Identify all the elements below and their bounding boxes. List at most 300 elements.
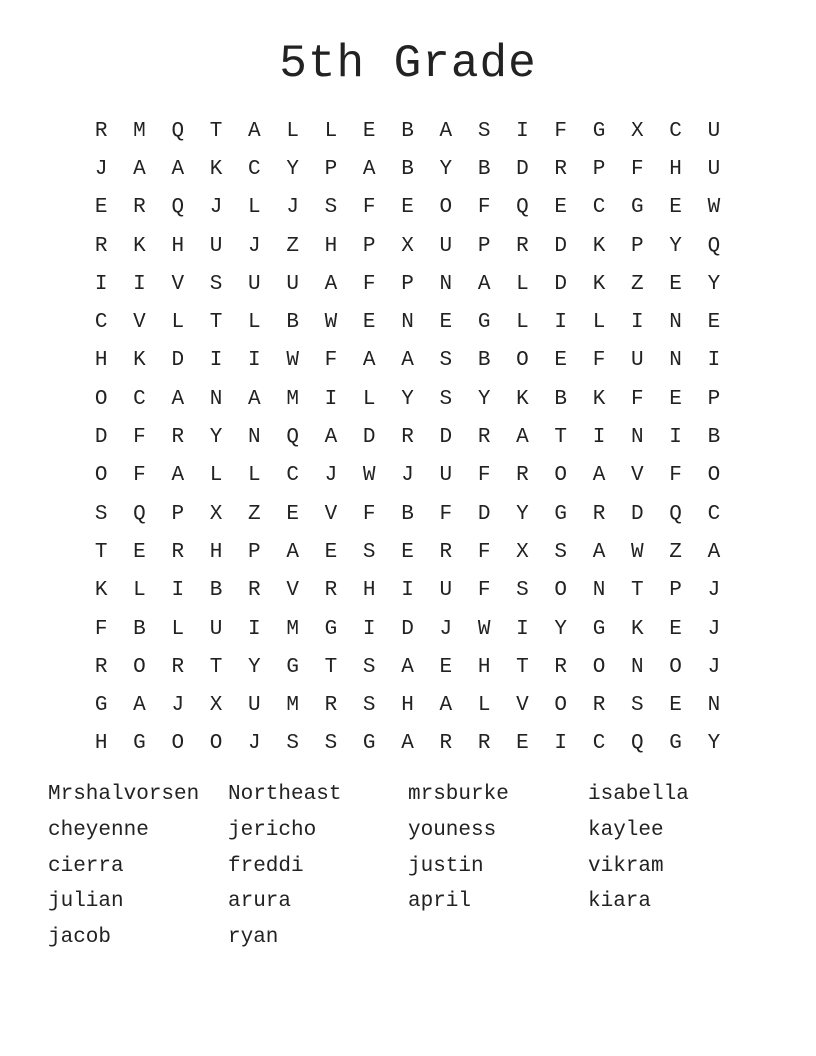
- grid-letter: L: [248, 464, 261, 488]
- grid-letter: S: [439, 349, 453, 373]
- grid-letter: S: [209, 272, 223, 296]
- grid-letter: W: [707, 196, 721, 220]
- grid-letter: C: [248, 157, 261, 181]
- grid-letter: R: [554, 655, 568, 679]
- grid-letter: S: [477, 119, 491, 143]
- grid-letter: I: [669, 426, 682, 450]
- grid-letter: Q: [707, 234, 721, 258]
- grid-letter: L: [248, 196, 261, 220]
- grid-letter: L: [592, 311, 606, 335]
- grid-letter: A: [401, 655, 414, 679]
- grid-letter: V: [516, 694, 529, 718]
- grid-letter: F: [592, 349, 606, 373]
- grid-letter: J: [324, 464, 338, 488]
- grid-letter: I: [324, 387, 338, 411]
- grid-letter: E: [516, 732, 529, 756]
- grid-letter: P: [401, 272, 414, 296]
- grid-letter: I: [94, 272, 108, 296]
- grid-letter: E: [707, 311, 721, 335]
- grid-letter: T: [94, 540, 108, 564]
- grid-letter: L: [362, 387, 376, 411]
- grid-letter: R: [592, 502, 606, 526]
- grid-letter: O: [554, 464, 568, 488]
- grid-letter: I: [248, 349, 261, 373]
- grid-letter: F: [669, 464, 682, 488]
- grid-letter: I: [362, 617, 376, 641]
- grid-letter: R: [439, 732, 453, 756]
- grid-letter: X: [209, 502, 223, 526]
- grid-letter: H: [401, 694, 414, 718]
- grid-letter: R: [324, 694, 338, 718]
- grid-letter: I: [209, 349, 223, 373]
- grid-letter: J: [94, 157, 108, 181]
- grid-letter: A: [592, 464, 606, 488]
- grid-letter: U: [439, 234, 453, 258]
- grid-letter: E: [669, 617, 682, 641]
- grid-letter: B: [401, 119, 414, 143]
- grid-letter: R: [477, 426, 491, 450]
- grid-letter: M: [286, 387, 299, 411]
- grid-letter: R: [477, 732, 491, 756]
- grid-letter: A: [286, 540, 299, 564]
- grid-letter: R: [171, 540, 185, 564]
- grid-letter: H: [171, 234, 185, 258]
- grid-letter: L: [248, 311, 261, 335]
- word-list-item: cheyenne: [48, 818, 149, 842]
- grid-letter: I: [248, 617, 261, 641]
- grid-letter: Y: [439, 157, 453, 181]
- page-title: 5th Grade: [279, 38, 537, 90]
- grid-letter: U: [286, 272, 299, 296]
- grid-letter: K: [516, 387, 529, 411]
- grid-letter: B: [401, 157, 414, 181]
- grid-letter: F: [631, 387, 644, 411]
- grid-letter: E: [554, 349, 568, 373]
- grid-letter: D: [631, 502, 644, 526]
- grid-letter: Q: [171, 196, 185, 220]
- grid-letter: J: [248, 234, 261, 258]
- grid-letter: R: [171, 655, 185, 679]
- grid-letter: E: [401, 540, 414, 564]
- grid-letter: L: [286, 119, 299, 143]
- grid-letter: E: [669, 196, 682, 220]
- grid-letter: K: [209, 157, 223, 181]
- grid-letter: N: [248, 426, 261, 450]
- grid-letter: Y: [286, 157, 299, 181]
- grid-letter: D: [477, 502, 491, 526]
- grid-letter: F: [477, 540, 491, 564]
- grid-letter: F: [477, 579, 491, 603]
- grid-letter: K: [133, 349, 146, 373]
- grid-letter: O: [707, 464, 721, 488]
- grid-letter: O: [516, 349, 529, 373]
- grid-letter: L: [324, 119, 338, 143]
- grid-letter: Y: [707, 732, 721, 756]
- word-list: [48, 780, 768, 959]
- grid-letter: Q: [286, 426, 299, 450]
- grid-letter: W: [477, 617, 491, 641]
- grid-letter: R: [248, 579, 261, 603]
- grid-letter: A: [171, 387, 185, 411]
- grid-letter: N: [631, 426, 644, 450]
- grid-letter: E: [669, 272, 682, 296]
- grid-letter: P: [171, 502, 185, 526]
- grid-letter: A: [324, 272, 338, 296]
- grid-letter: Q: [171, 119, 185, 143]
- grid-letter: G: [362, 732, 376, 756]
- grid-letter: S: [362, 694, 376, 718]
- grid-letter: G: [631, 196, 644, 220]
- grid-letter: Z: [248, 502, 261, 526]
- grid-letter: R: [94, 234, 108, 258]
- grid-letter: L: [516, 272, 529, 296]
- grid-letter: R: [401, 426, 414, 450]
- grid-letter: O: [94, 464, 108, 488]
- grid-letter: B: [477, 349, 491, 373]
- grid-letter: D: [171, 349, 185, 373]
- grid-letter: Q: [631, 732, 644, 756]
- grid-letter: J: [439, 617, 453, 641]
- grid-letter: Z: [631, 272, 644, 296]
- word-list-item: april: [408, 890, 472, 914]
- grid-letter: A: [362, 349, 376, 373]
- grid-letter: N: [707, 694, 721, 718]
- grid-letter: J: [401, 464, 414, 488]
- grid-letter: W: [631, 540, 644, 564]
- grid-letter: X: [209, 694, 223, 718]
- letter-grid: [82, 112, 733, 763]
- grid-letter: B: [286, 311, 299, 335]
- grid-letter: L: [477, 694, 491, 718]
- grid-letter: R: [516, 234, 529, 258]
- grid-letter: I: [171, 579, 185, 603]
- grid-letter: U: [631, 349, 644, 373]
- grid-letter: H: [324, 234, 338, 258]
- grid-letter: P: [592, 157, 606, 181]
- word-list-item: kaylee: [588, 818, 664, 842]
- grid-letter: D: [94, 426, 108, 450]
- word-list-item: vikram: [588, 854, 664, 878]
- grid-letter: X: [631, 119, 644, 143]
- word-list-item: youness: [408, 818, 497, 842]
- grid-letter: I: [401, 579, 414, 603]
- grid-letter: C: [133, 387, 146, 411]
- grid-letter: R: [171, 426, 185, 450]
- grid-letter: A: [133, 157, 146, 181]
- grid-letter: P: [707, 387, 721, 411]
- word-list-item: Mrshalvorsen: [48, 783, 200, 806]
- grid-letter: Q: [669, 502, 682, 526]
- grid-letter: M: [286, 617, 299, 641]
- grid-letter: K: [631, 617, 644, 641]
- grid-letter: D: [401, 617, 414, 641]
- grid-letter: A: [401, 349, 414, 373]
- grid-letter: O: [171, 732, 185, 756]
- grid-letter: U: [707, 119, 721, 143]
- grid-letter: U: [248, 694, 261, 718]
- grid-letter: H: [94, 732, 108, 756]
- word-list-item: isabella: [588, 783, 689, 806]
- grid-letter: H: [209, 540, 223, 564]
- grid-letter: C: [707, 502, 721, 526]
- word-list-item: jacob: [48, 926, 112, 950]
- grid-letter: C: [669, 119, 682, 143]
- word-list-item: julian: [48, 890, 124, 914]
- grid-letter: Q: [133, 502, 146, 526]
- grid-letter: I: [631, 311, 644, 335]
- grid-letter: F: [324, 349, 338, 373]
- grid-letter: A: [439, 694, 453, 718]
- grid-letter: C: [94, 311, 108, 335]
- grid-letter: S: [286, 732, 299, 756]
- grid-letter: P: [631, 234, 644, 258]
- grid-letter: M: [133, 119, 146, 143]
- grid-letter: E: [286, 502, 299, 526]
- grid-letter: F: [477, 196, 491, 220]
- grid-letter: J: [707, 617, 721, 641]
- grid-letter: I: [133, 272, 146, 296]
- grid-letter: H: [669, 157, 682, 181]
- grid-letter: A: [477, 272, 491, 296]
- grid-letter: G: [592, 617, 606, 641]
- grid-letter: S: [554, 540, 568, 564]
- grid-letter: A: [362, 157, 376, 181]
- grid-letter: P: [324, 157, 338, 181]
- grid-letter: W: [324, 311, 338, 335]
- grid-letter: J: [209, 196, 223, 220]
- grid-letter: W: [286, 349, 299, 373]
- word-list-item: justin: [408, 854, 484, 878]
- grid-letter: A: [248, 119, 261, 143]
- grid-letter: L: [209, 464, 223, 488]
- grid-letter: Z: [286, 234, 299, 258]
- grid-letter: O: [439, 196, 453, 220]
- grid-letter: K: [133, 234, 146, 258]
- grid-letter: H: [477, 655, 491, 679]
- grid-letter: E: [362, 311, 376, 335]
- grid-letter: L: [171, 617, 185, 641]
- grid-letter: T: [324, 655, 338, 679]
- grid-letter: F: [362, 502, 376, 526]
- grid-letter: I: [554, 732, 568, 756]
- grid-letter: Z: [669, 540, 682, 564]
- grid-letter: A: [171, 157, 185, 181]
- grid-letter: O: [94, 387, 108, 411]
- grid-letter: R: [94, 119, 108, 143]
- grid-letter: M: [286, 694, 299, 718]
- grid-letter: N: [669, 349, 682, 373]
- grid-letter: O: [592, 655, 606, 679]
- grid-letter: J: [248, 732, 261, 756]
- grid-letter: T: [209, 311, 223, 335]
- grid-letter: G: [669, 732, 682, 756]
- grid-letter: V: [286, 579, 299, 603]
- grid-letter: R: [133, 196, 146, 220]
- grid-letter: L: [171, 311, 185, 335]
- grid-letter: N: [209, 387, 223, 411]
- word-list-item: ryan: [228, 926, 279, 950]
- grid-letter: S: [362, 655, 376, 679]
- grid-letter: A: [324, 426, 338, 450]
- grid-letter: P: [248, 540, 261, 564]
- grid-letter: B: [477, 157, 491, 181]
- grid-letter: P: [362, 234, 376, 258]
- word-list-item: Northeast: [228, 783, 342, 806]
- grid-letter: D: [362, 426, 376, 450]
- grid-letter: E: [439, 311, 453, 335]
- grid-letter: K: [592, 234, 606, 258]
- grid-letter: B: [133, 617, 146, 641]
- grid-letter: O: [133, 655, 146, 679]
- grid-letter: A: [171, 464, 185, 488]
- grid-letter: D: [439, 426, 453, 450]
- grid-letter: U: [439, 464, 453, 488]
- grid-letter: I: [707, 349, 721, 373]
- grid-letter: B: [401, 502, 414, 526]
- grid-letter: V: [133, 311, 146, 335]
- grid-letter: S: [516, 579, 529, 603]
- word-list-item: kiara: [588, 890, 652, 914]
- grid-letter: F: [477, 464, 491, 488]
- grid-letter: N: [631, 655, 644, 679]
- grid-letter: N: [592, 579, 606, 603]
- grid-letter: R: [516, 464, 529, 488]
- grid-letter: I: [592, 426, 606, 450]
- grid-letter: J: [286, 196, 299, 220]
- grid-letter: V: [631, 464, 644, 488]
- grid-letter: E: [439, 655, 453, 679]
- grid-letter: E: [554, 196, 568, 220]
- grid-letter: F: [631, 157, 644, 181]
- grid-letter: O: [669, 655, 682, 679]
- grid-letter: H: [94, 349, 108, 373]
- grid-letter: V: [171, 272, 185, 296]
- grid-letter: O: [209, 732, 223, 756]
- grid-letter: H: [362, 579, 376, 603]
- grid-letter: A: [133, 694, 146, 718]
- grid-letter: A: [248, 387, 261, 411]
- grid-letter: E: [669, 694, 682, 718]
- grid-letter: R: [592, 694, 606, 718]
- grid-letter: Y: [209, 426, 223, 450]
- grid-letter: Y: [248, 655, 261, 679]
- grid-letter: S: [94, 502, 108, 526]
- grid-letter: R: [554, 157, 568, 181]
- grid-letter: O: [554, 579, 568, 603]
- grid-letter: K: [592, 387, 606, 411]
- grid-letter: U: [707, 157, 721, 181]
- grid-letter: F: [133, 426, 146, 450]
- grid-letter: F: [554, 119, 568, 143]
- grid-letter: J: [171, 694, 185, 718]
- grid-letter: E: [669, 387, 682, 411]
- grid-letter: U: [248, 272, 261, 296]
- grid-letter: U: [209, 234, 223, 258]
- grid-letter: E: [324, 540, 338, 564]
- grid-letter: P: [669, 579, 682, 603]
- grid-letter: J: [707, 579, 721, 603]
- grid-letter: U: [439, 579, 453, 603]
- grid-letter: D: [516, 157, 529, 181]
- grid-letter: T: [554, 426, 568, 450]
- grid-letter: T: [209, 119, 223, 143]
- grid-letter: W: [362, 464, 376, 488]
- grid-letter: R: [94, 655, 108, 679]
- grid-letter: A: [439, 119, 453, 143]
- grid-letter: E: [133, 540, 146, 564]
- grid-letter: F: [439, 502, 453, 526]
- grid-letter: A: [707, 540, 721, 564]
- grid-letter: Y: [554, 617, 568, 641]
- grid-letter: A: [592, 540, 606, 564]
- grid-letter: G: [324, 617, 338, 641]
- grid-letter: E: [362, 119, 376, 143]
- grid-letter: V: [324, 502, 338, 526]
- grid-letter: N: [669, 311, 682, 335]
- grid-letter: L: [133, 579, 146, 603]
- grid-letter: C: [592, 732, 606, 756]
- grid-letter: B: [707, 426, 721, 450]
- grid-letter: R: [439, 540, 453, 564]
- grid-letter: S: [362, 540, 376, 564]
- grid-letter: I: [516, 617, 529, 641]
- grid-letter: C: [592, 196, 606, 220]
- grid-letter: S: [439, 387, 453, 411]
- word-list-item: cierra: [48, 854, 124, 878]
- grid-letter: X: [516, 540, 529, 564]
- grid-letter: Y: [516, 502, 529, 526]
- grid-letter: Y: [669, 234, 682, 258]
- grid-letter: B: [554, 387, 568, 411]
- grid-letter: S: [324, 196, 338, 220]
- grid-letter: A: [516, 426, 529, 450]
- grid-letter: B: [209, 579, 223, 603]
- grid-letter: I: [516, 119, 529, 143]
- grid-letter: G: [133, 732, 146, 756]
- word-list-item: freddi: [228, 854, 304, 878]
- grid-letter: T: [209, 655, 223, 679]
- grid-letter: D: [554, 272, 568, 296]
- grid-letter: E: [401, 196, 414, 220]
- grid-letter: T: [631, 579, 644, 603]
- grid-letter: N: [439, 272, 453, 296]
- word-list-item: arura: [228, 890, 292, 914]
- grid-letter: G: [286, 655, 299, 679]
- grid-letter: C: [286, 464, 299, 488]
- grid-letter: Y: [477, 387, 491, 411]
- grid-letter: Y: [401, 387, 414, 411]
- grid-letter: D: [554, 234, 568, 258]
- grid-letter: Y: [707, 272, 721, 296]
- grid-letter: K: [94, 579, 108, 603]
- grid-letter: F: [94, 617, 108, 641]
- grid-letter: J: [707, 655, 721, 679]
- grid-letter: U: [209, 617, 223, 641]
- grid-letter: S: [324, 732, 338, 756]
- grid-letter: G: [94, 694, 108, 718]
- grid-letter: F: [362, 272, 376, 296]
- grid-letter: G: [592, 119, 606, 143]
- grid-letter: T: [516, 655, 529, 679]
- grid-letter: F: [133, 464, 146, 488]
- grid-letter: S: [631, 694, 644, 718]
- grid-letter: R: [324, 579, 338, 603]
- grid-letter: P: [477, 234, 491, 258]
- grid-letter: X: [401, 234, 414, 258]
- grid-letter: G: [477, 311, 491, 335]
- word-list-item: jericho: [228, 818, 317, 842]
- word-list-item: mrsburke: [408, 783, 509, 806]
